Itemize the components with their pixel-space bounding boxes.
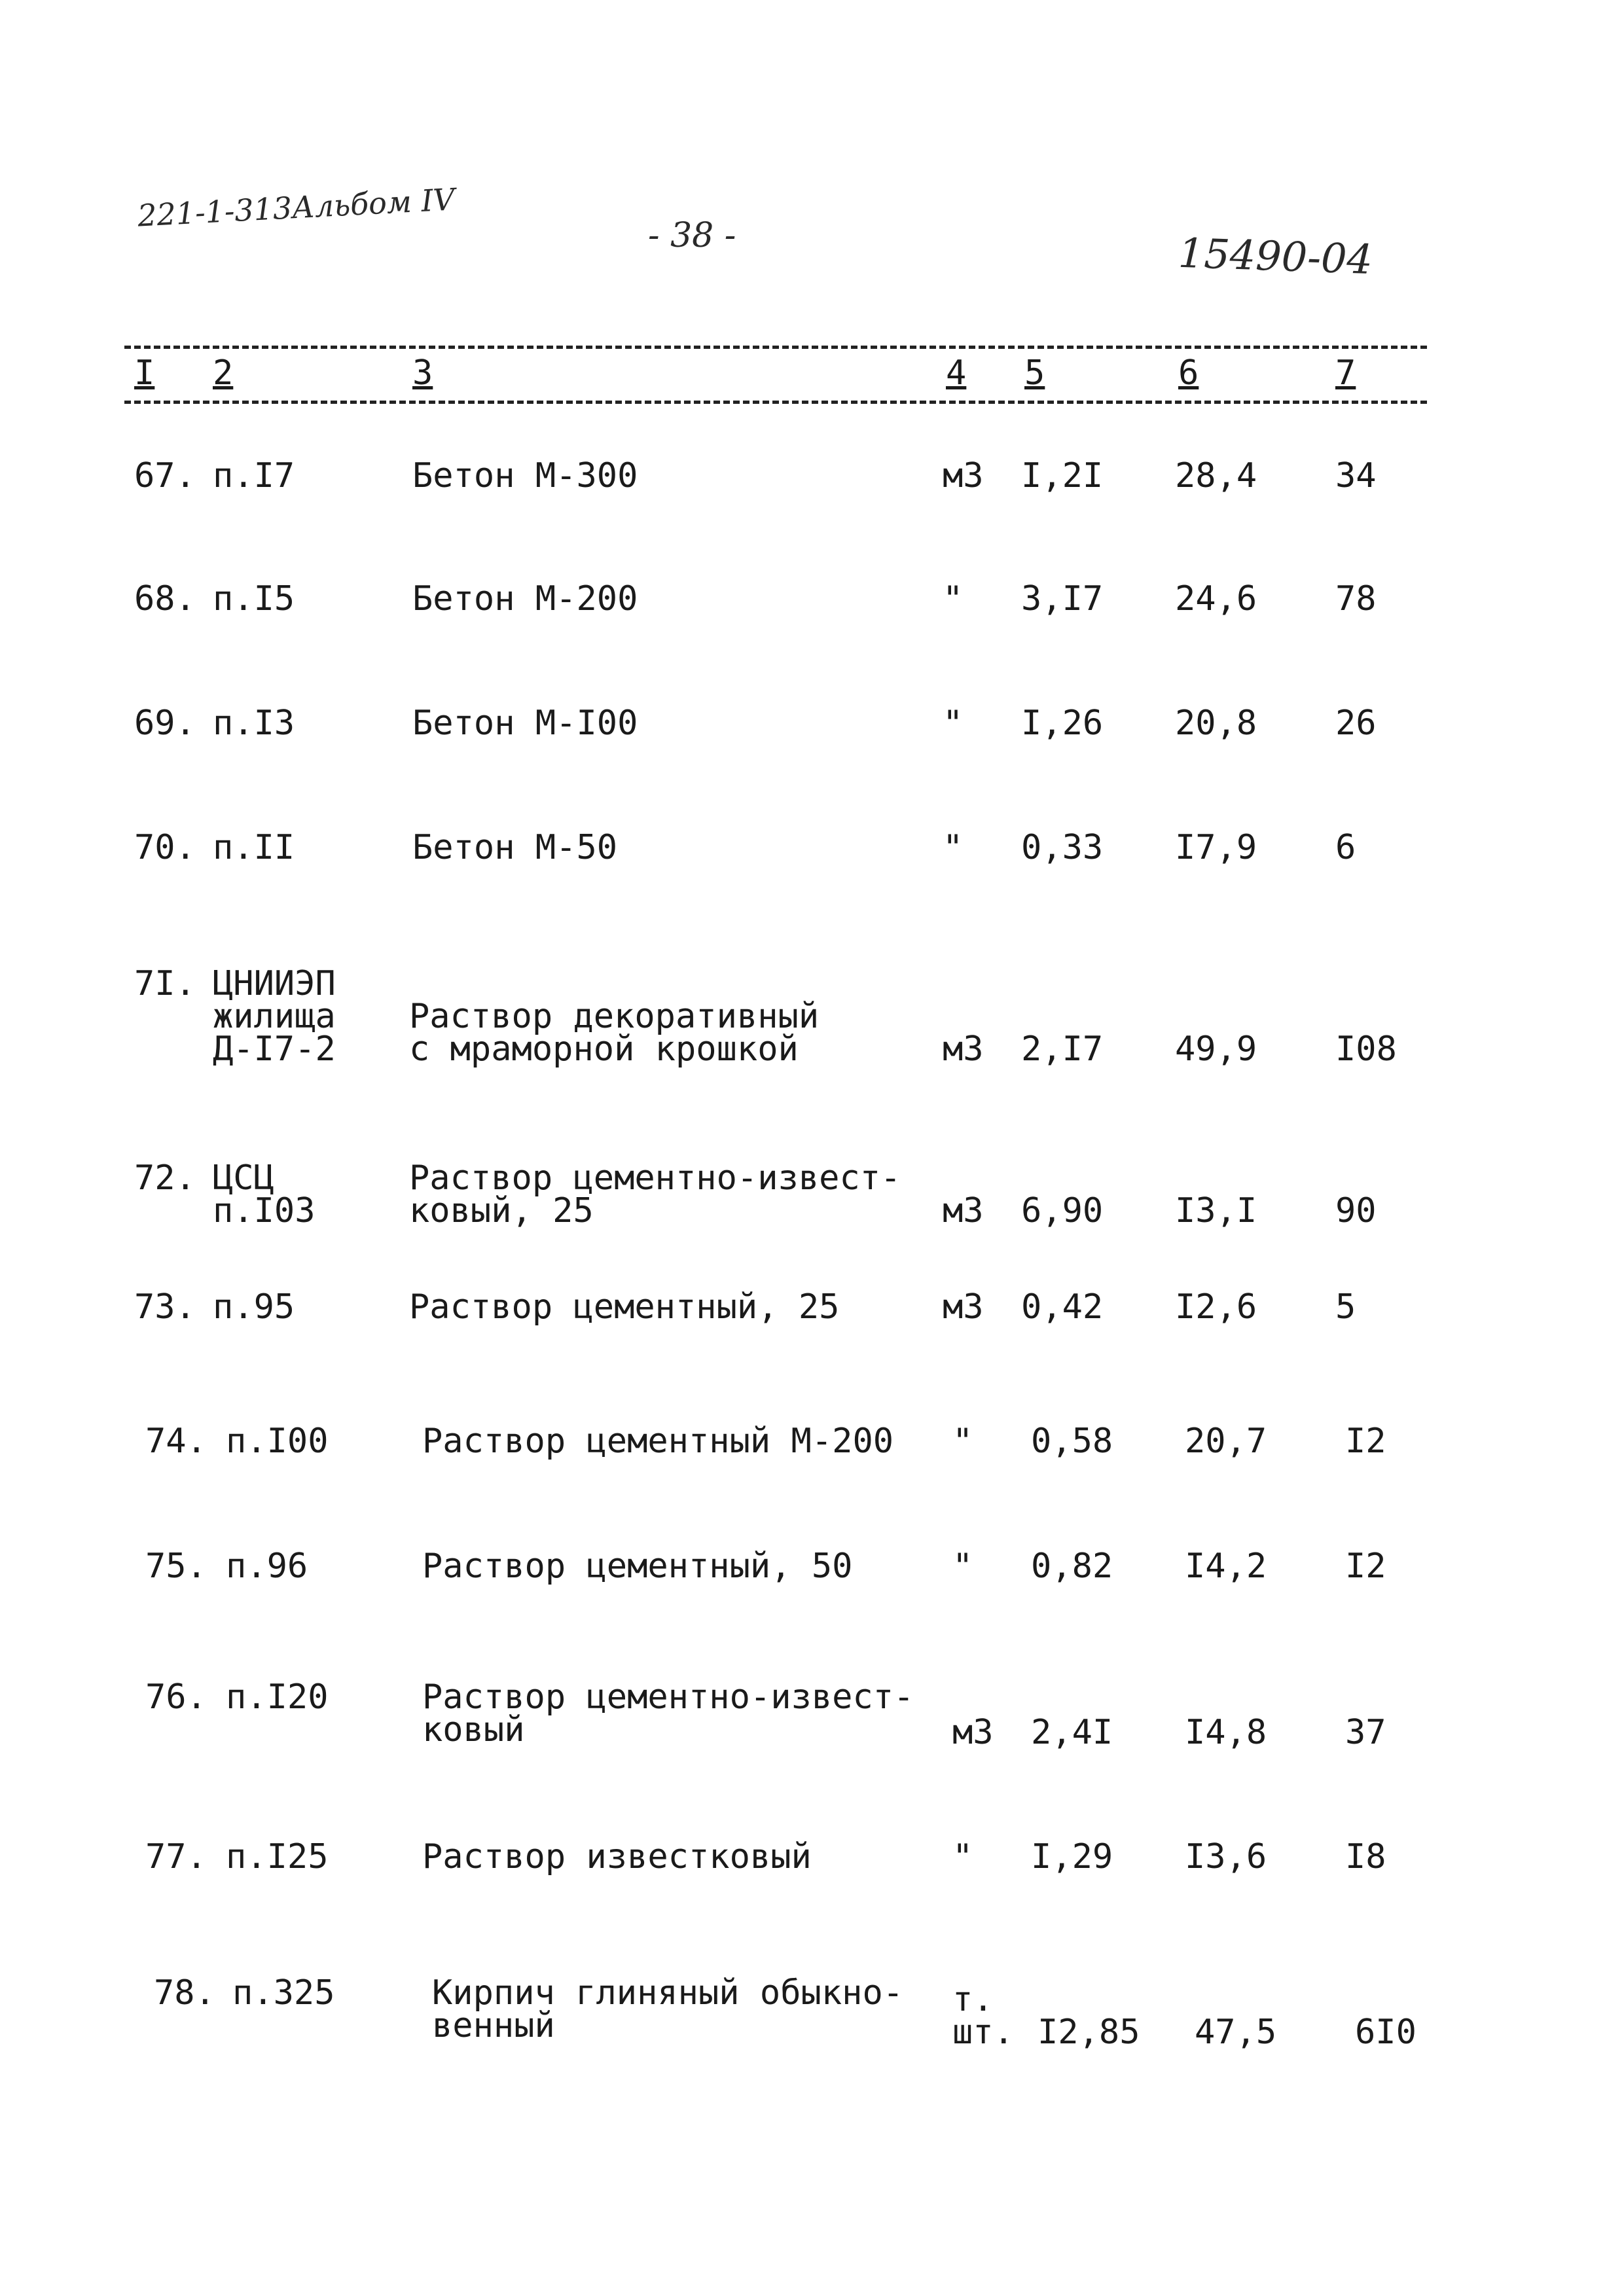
row-unit: т. шт. xyxy=(952,1980,1014,2052)
row-price: 20,7 xyxy=(1185,1422,1267,1461)
row-unit: м3 xyxy=(943,456,984,495)
row-number: 73. xyxy=(134,1287,196,1327)
row-material: Бетон М-200 xyxy=(412,579,638,619)
row-price: 28,4 xyxy=(1175,456,1257,495)
row-price: I7,9 xyxy=(1175,828,1257,867)
row-number: 69. xyxy=(134,704,196,743)
row-quantity: 6,90 xyxy=(1021,1191,1104,1230)
row-number: 78. xyxy=(154,1973,215,2013)
row-reference: п.I3 xyxy=(213,704,295,743)
row-cost: 90 xyxy=(1335,1191,1377,1230)
column-header-2: 2 xyxy=(213,353,234,393)
row-number: 74. xyxy=(145,1422,207,1461)
row-material: Раствор цементный, 50 xyxy=(422,1547,853,1586)
row-quantity: I2,85 xyxy=(1038,2013,1140,2052)
row-reference: п.I7 xyxy=(213,456,295,495)
row-material: Раствор цементный М-200 xyxy=(422,1422,894,1461)
row-reference: п.325 xyxy=(232,1973,335,2013)
row-cost: I2 xyxy=(1345,1547,1386,1586)
row-cost: 37 xyxy=(1345,1713,1386,1752)
row-price: I3,I xyxy=(1175,1191,1257,1230)
row-unit: " xyxy=(952,1422,973,1461)
row-reference: п.I25 xyxy=(226,1837,329,1876)
row-unit: " xyxy=(943,579,964,619)
document-number: 15490-04 xyxy=(1177,228,1374,284)
row-reference: п.95 xyxy=(213,1287,295,1327)
row-cost: 6I0 xyxy=(1355,2013,1416,2052)
column-header-1: I xyxy=(134,353,155,393)
row-cost: 34 xyxy=(1335,456,1377,495)
row-unit: " xyxy=(943,828,964,867)
column-header-5: 5 xyxy=(1024,353,1045,393)
row-unit: м3 xyxy=(943,1030,984,1069)
column-header-4: 4 xyxy=(946,353,967,393)
row-reference: ЦСЦ п.I03 xyxy=(213,1158,316,1230)
row-material: Бетон М-50 xyxy=(412,828,618,867)
row-number: 77. xyxy=(145,1837,207,1876)
row-number: 68. xyxy=(134,579,196,619)
row-material: Раствор известковый xyxy=(422,1837,812,1876)
row-quantity: 2,I7 xyxy=(1021,1030,1104,1069)
row-cost: 5 xyxy=(1335,1287,1356,1327)
row-number: 75. xyxy=(145,1547,207,1586)
row-material: Раствор цементный, 25 xyxy=(409,1287,840,1327)
row-reference: ЦНИИЭП жилища Д-I7-2 xyxy=(213,964,336,1069)
row-reference: п.I5 xyxy=(213,579,295,619)
row-material: Бетон М-300 xyxy=(412,456,638,495)
column-header-7: 7 xyxy=(1335,353,1356,393)
row-cost: I2 xyxy=(1345,1422,1386,1461)
row-quantity: 3,I7 xyxy=(1021,579,1104,619)
row-price: I3,6 xyxy=(1185,1837,1267,1876)
row-reference: п.I20 xyxy=(226,1677,329,1717)
row-number: 70. xyxy=(134,828,196,867)
row-price: 49,9 xyxy=(1175,1030,1257,1069)
row-unit: м3 xyxy=(952,1713,994,1752)
row-unit: " xyxy=(943,704,964,743)
row-quantity: 0,58 xyxy=(1031,1422,1113,1461)
row-cost: I8 xyxy=(1345,1837,1386,1876)
row-price: I4,8 xyxy=(1185,1713,1267,1752)
row-quantity: I,2I xyxy=(1021,456,1104,495)
page-number: - 38 - xyxy=(648,216,736,255)
row-number: 76. xyxy=(145,1677,207,1717)
row-material: Раствор декоративный с мраморной крошкой xyxy=(409,997,820,1069)
row-reference: п.I00 xyxy=(226,1422,329,1461)
row-quantity: 0,82 xyxy=(1031,1547,1113,1586)
row-number: 67. xyxy=(134,456,196,495)
row-cost: 78 xyxy=(1335,579,1377,619)
row-material: Раствор цементно-извест- ковый xyxy=(422,1677,914,1749)
document-code: 221-1-313Альбом IV xyxy=(136,181,456,234)
row-cost: I08 xyxy=(1335,1030,1397,1069)
row-unit: " xyxy=(952,1547,973,1586)
column-header-3: 3 xyxy=(412,353,433,393)
row-quantity: 0,33 xyxy=(1021,828,1104,867)
row-price: 24,6 xyxy=(1175,579,1257,619)
row-price: 47,5 xyxy=(1195,2013,1277,2052)
row-unit: " xyxy=(952,1837,973,1876)
row-quantity: 2,4I xyxy=(1031,1713,1113,1752)
row-quantity: 0,42 xyxy=(1021,1287,1104,1327)
row-price: I4,2 xyxy=(1185,1547,1267,1586)
row-number: 72. xyxy=(134,1158,196,1198)
row-quantity: I,29 xyxy=(1031,1837,1113,1876)
row-material: Бетон М-I00 xyxy=(412,704,638,743)
row-material: Раствор цементно-извест- ковый, 25 xyxy=(409,1158,901,1230)
row-quantity: I,26 xyxy=(1021,704,1104,743)
row-material: Кирпич глиняный обыкно- венный xyxy=(432,1973,904,2045)
row-cost: 26 xyxy=(1335,704,1377,743)
row-price: I2,6 xyxy=(1175,1287,1257,1327)
row-cost: 6 xyxy=(1335,828,1356,867)
row-number: 7I. xyxy=(134,964,196,1003)
header-divider-bottom xyxy=(124,401,1427,404)
row-reference: п.96 xyxy=(226,1547,308,1586)
row-price: 20,8 xyxy=(1175,704,1257,743)
header-divider-top xyxy=(124,346,1427,349)
column-header-6: 6 xyxy=(1178,353,1199,393)
row-unit: м3 xyxy=(943,1287,984,1327)
row-unit: м3 xyxy=(943,1191,984,1230)
row-reference: п.II xyxy=(213,828,295,867)
